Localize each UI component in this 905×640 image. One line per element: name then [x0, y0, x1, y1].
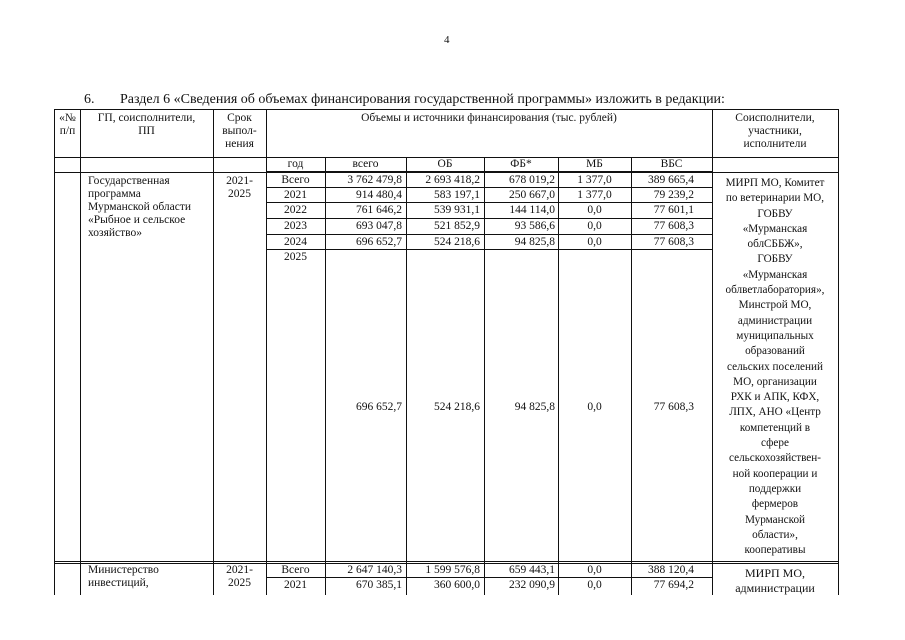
cell-mb: 0,0 [587, 204, 602, 216]
cell-fb: 94 825,8 [514, 236, 555, 248]
executor-line: кооперативы [744, 544, 806, 557]
cell-total: 696 652,7 [356, 401, 402, 413]
cell-fb: 94 825,8 [514, 401, 555, 413]
executor-line: сфере [761, 437, 789, 450]
header-volumes: Объемы и источники финансирования (тыс. рублей) [361, 112, 617, 124]
header-num-line: п/п [59, 125, 76, 137]
cell-total: 761 646,2 [356, 204, 402, 216]
executor-line: по ветеринарии МО, [725, 192, 825, 205]
program-name [88, 175, 212, 240]
cell-year: 2021 [284, 579, 307, 591]
cell-total: 693 047,8 [356, 220, 402, 232]
executor-line: облСББЖ», [747, 238, 803, 251]
executor-line: фермеров [751, 498, 799, 511]
executor-line: Мурманской [744, 513, 806, 526]
header-num-line: «№ [59, 112, 76, 124]
ministry-executors [712, 566, 838, 596]
ministry-name-line: Министерство [88, 564, 159, 576]
executor-line: муниципальных [736, 329, 814, 342]
executor-line: РХК и АПК, КФХ, [730, 391, 820, 404]
executor-line: ной кооперации и [732, 467, 818, 480]
program-term-line: 2025 [228, 188, 251, 200]
executor-line: сельскохозяйствен- [729, 452, 821, 465]
cell-fb: 93 586,6 [514, 220, 555, 232]
program-name-line: «Рыбное и сельское [88, 214, 186, 226]
executor-line: МИРП МО, Комитет [725, 177, 825, 189]
cell-mb: 0,0 [587, 236, 602, 248]
section-heading [84, 92, 725, 108]
cell-year: Всего [281, 564, 310, 576]
subheader-year: год [287, 158, 304, 170]
cell-ob: 1 599 576,8 [425, 564, 480, 576]
cell-vbs: 79 239,2 [653, 189, 694, 201]
program-name-line: программа [88, 188, 141, 200]
header-gp-line: ГП, соисполнители, [97, 112, 196, 124]
cell-year: 2022 [284, 204, 307, 216]
cell-mb: 0,0 [587, 564, 602, 576]
cell-fb: 250 667,0 [509, 189, 555, 201]
cell-total: 670 385,1 [356, 579, 402, 591]
cell-fb: 678 019,2 [509, 174, 555, 186]
header-term-line: нения [225, 138, 254, 150]
executor-line: поддержки [748, 482, 802, 495]
cell-year: Всего [281, 174, 310, 186]
program-name-line: Мурманской области [88, 201, 192, 213]
header-term-line: выпол- [222, 125, 257, 137]
cell-fb: 232 090,9 [509, 579, 555, 591]
header-executors-line: исполнители [743, 138, 807, 150]
subheader-fb: ФБ* [510, 158, 532, 170]
subheader-total: всего [352, 158, 379, 170]
cell-ob: 521 852,9 [434, 220, 480, 232]
cell-mb: 0,0 [587, 220, 602, 232]
executor-line: МО, организации [733, 375, 817, 388]
cell-vbs: 77 694,2 [653, 579, 694, 591]
cell-ob: 583 197,1 [434, 189, 480, 201]
program-executors [712, 176, 838, 558]
executor-line: «Мурманская [742, 222, 808, 235]
executor-line: ЛПХ, АНО «Центр [729, 406, 821, 419]
program-name-line: хозяйство» [88, 227, 143, 239]
ministry-name-line: инвестиций, [88, 577, 149, 589]
cell-year: 2023 [284, 220, 307, 232]
section-heading-text: Раздел 6 «Сведения об объемах финансирования государственной программы» изложить в редакции: [120, 92, 725, 107]
program-name-line: Государственная [88, 175, 170, 187]
cell-ob: 2 693 418,2 [425, 174, 480, 186]
cell-vbs: 77 608,3 [653, 236, 694, 248]
subheader-vbs: ВБС [660, 158, 683, 170]
executor-line: «Мурманская [742, 268, 808, 281]
header-executors [712, 112, 838, 151]
cell-mb: 1 377,0 [577, 189, 612, 201]
header-gp [80, 112, 213, 138]
ministry-name [88, 564, 212, 590]
executor-line: администрации [737, 314, 813, 327]
cell-fb: 144 114,0 [509, 204, 555, 216]
cell-ob: 524 218,6 [434, 236, 480, 248]
cell-ob: 524 218,6 [434, 401, 480, 413]
program-term-line: 2021- [226, 175, 253, 187]
cell-mb: 0,0 [587, 401, 602, 413]
cell-vbs: 77 608,3 [653, 401, 694, 413]
cell-mb: 1 377,0 [577, 174, 612, 186]
cell-total: 914 480,4 [356, 189, 402, 201]
header-gp-line: ПП [138, 125, 155, 137]
executor-line: сельских поселений [727, 360, 823, 373]
ministry-term-line: 2025 [228, 577, 251, 589]
cell-fb: 659 443,1 [509, 564, 555, 576]
cell-ob: 539 931,1 [434, 204, 480, 216]
cell-year: 2024 [284, 236, 307, 248]
header-num [54, 112, 81, 138]
cell-year: 2021 [284, 189, 307, 201]
cell-vbs: 389 665,4 [648, 174, 694, 186]
subheader-mb: МБ [586, 158, 603, 170]
section-number: 6. [84, 92, 95, 107]
header-term [213, 112, 266, 151]
executor-line: ГОБВУ [757, 207, 793, 220]
executor-line: области», [752, 528, 798, 541]
ministry-term-line: 2021- [226, 564, 253, 576]
program-term [213, 175, 266, 201]
header-term-line: Срок [227, 112, 252, 124]
cell-ob: 360 600,0 [434, 579, 480, 591]
executor-line: компетенций в [739, 421, 811, 434]
cell-year: 2025 [284, 251, 307, 263]
cell-total: 696 652,7 [356, 236, 402, 248]
executor-line: образований [745, 345, 805, 358]
cell-total: 2 647 140,3 [347, 564, 402, 576]
executor-line: администрации [735, 581, 815, 595]
cell-vbs: 77 608,3 [653, 220, 694, 232]
cell-vbs: 388 120,4 [648, 564, 694, 576]
executor-line: Минстрой МО, [738, 299, 812, 312]
cell-vbs: 77 601,1 [653, 204, 694, 216]
executor-line: МИРП МО, [744, 566, 805, 580]
subheader-ob: ОБ [437, 158, 453, 170]
header-executors-line: Соисполнители, [735, 112, 815, 124]
executor-line: ГОБВУ [757, 253, 793, 266]
ministry-term [213, 564, 266, 590]
executor-line: облветлаборатория», [725, 284, 825, 297]
cell-total: 3 762 479,8 [347, 174, 402, 186]
cell-mb: 0,0 [587, 579, 602, 591]
page-number: 4 [444, 34, 450, 46]
header-executors-line: участники, [748, 125, 802, 137]
